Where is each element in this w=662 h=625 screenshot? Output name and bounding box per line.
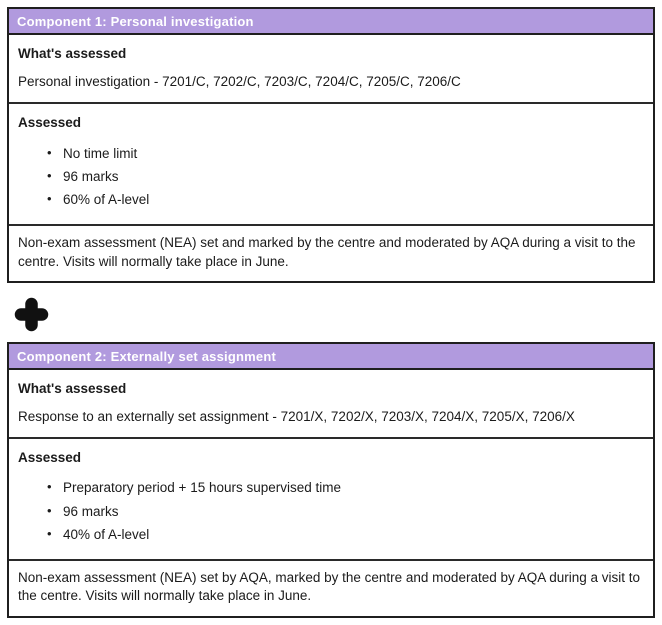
whats-assessed-heading: What's assessed (18, 46, 127, 61)
list-item: • 60% of A-level (18, 191, 644, 209)
whats-assessed-text: Response to an externally set assignment - 7201/X, 7202/X, 7203/X, 7204/X, 7205/X, 7206/X (18, 408, 575, 424)
component-2-card (7, 342, 655, 618)
assessed-heading: Assessed (18, 115, 82, 131)
assessed-heading: Assessed (18, 450, 82, 466)
assessed-bullet-list (18, 145, 644, 210)
component-2-header: Component 2: Externally set assignment (9, 344, 653, 370)
list-item: • 40% of A-level (18, 526, 644, 544)
component-1-whats-assessed-section (9, 35, 653, 102)
how-assessed-text: Non-exam assessment (NEA) set by AQA, marked by the centre and moderated by AQA during a visit to the centre. Visits will normally take place in June. (18, 570, 641, 604)
component-1-header: Component 1: Personal investigation (9, 9, 653, 35)
how-assessed-text: Non-exam assessment (NEA) set and marked by the centre and moderated by AQA during a visit to the centre. Visits will normally take place in June. (18, 235, 636, 269)
component-1-assessed-section (9, 102, 653, 224)
list-item: • Preparatory period + 15 hours supervised time (18, 479, 644, 497)
assessed-bullet-list (18, 479, 644, 544)
whats-assessed-text: Personal investigation - 7201/C, 7202/C, 7203/C, 7204/C, 7205/C, 7206/C (18, 74, 461, 90)
list-item: • 96 marks (18, 503, 644, 521)
plus-divider (7, 296, 655, 333)
component-1-card (7, 7, 655, 283)
list-item: • 96 marks (18, 168, 644, 186)
component-2-whats-assessed-section (9, 370, 653, 437)
list-item: • No time limit (18, 145, 644, 163)
component-1-how-assessed-section (9, 224, 653, 280)
plus-icon (13, 296, 655, 333)
component-2-how-assessed-section (9, 559, 653, 615)
component-2-assessed-section (9, 437, 653, 559)
whats-assessed-heading: What's assessed (18, 380, 127, 396)
